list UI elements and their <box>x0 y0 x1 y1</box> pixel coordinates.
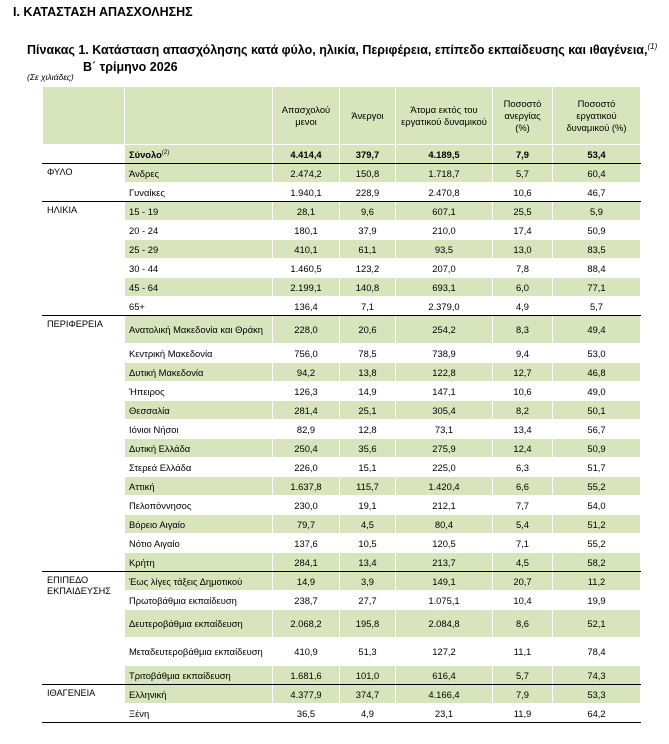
cell-unemployed: 35,6 <box>340 439 396 458</box>
row-label: Δευτεροβάθμια εκπαίδευση <box>125 610 273 638</box>
table-row <box>43 534 641 553</box>
cell-unemployed: 4,9 <box>340 704 396 723</box>
table-subtitle: Β΄ τρίμηνο 2026 <box>83 60 178 75</box>
table-row <box>43 221 641 240</box>
cell-employed: 410,9 <box>273 638 340 666</box>
cell-employed: 82,9 <box>273 420 340 439</box>
cell-unemployed: 140,8 <box>340 278 396 297</box>
cell-unemployed: 14,9 <box>340 382 396 401</box>
group-label: ΗΛΙΚΙΑ <box>43 202 125 316</box>
table-row <box>43 401 641 420</box>
header-empty-1 <box>43 87 125 145</box>
cell-employed: 228,0 <box>273 316 340 344</box>
table-row <box>43 553 641 572</box>
header-empty-2 <box>125 87 273 145</box>
total-outside: 4.189,5 <box>396 145 493 164</box>
cell-employed: 238,7 <box>273 591 340 610</box>
table-row <box>43 382 641 401</box>
cell-unemployment-rate: 10,6 <box>493 382 553 401</box>
row-label: Γυναίκες <box>125 183 273 202</box>
row-label: Ιόνιοι Νήσοι <box>125 420 273 439</box>
cell-unemployed: 19,1 <box>340 496 396 515</box>
cell-employed: 284,1 <box>273 553 340 572</box>
cell-labour-force-rate: 51,2 <box>553 515 641 534</box>
cell-outside: 73,1 <box>396 420 493 439</box>
cell-employed: 180,1 <box>273 221 340 240</box>
table-row <box>43 685 641 704</box>
cell-outside: 122,8 <box>396 363 493 382</box>
cell-outside: 207,0 <box>396 259 493 278</box>
row-label: Πελοπόννησος <box>125 496 273 515</box>
cell-unemployment-rate: 8,6 <box>493 610 553 638</box>
cell-labour-force-rate: 46,7 <box>553 183 641 202</box>
cell-labour-force-rate: 60,4 <box>553 164 641 183</box>
cell-unemployment-rate: 9,4 <box>493 344 553 363</box>
cell-unemployment-rate: 8,2 <box>493 401 553 420</box>
cell-labour-force-rate: 55,2 <box>553 477 641 496</box>
table-body <box>43 145 641 723</box>
table-row <box>43 591 641 610</box>
row-label: Δυτική Ελλάδα <box>125 439 273 458</box>
row-label: 25 - 29 <box>125 240 273 259</box>
cell-unemployed: 150,8 <box>340 164 396 183</box>
group-label: ΕΠΙΠΕΔΟ ΕΚΠΑΙΔΕΥΣΗΣ <box>43 572 125 685</box>
cell-unemployed: 61,1 <box>340 240 396 259</box>
row-label: 45 - 64 <box>125 278 273 297</box>
row-label: Έως λίγες τάξεις Δημοτικού <box>125 572 273 591</box>
table-row <box>43 458 641 477</box>
cell-labour-force-rate: 88,4 <box>553 259 641 278</box>
cell-employed: 230,0 <box>273 496 340 515</box>
cell-unemployment-rate: 12,7 <box>493 363 553 382</box>
row-label: 15 - 19 <box>125 202 273 221</box>
table-row <box>43 363 641 382</box>
cell-labour-force-rate: 53,3 <box>553 685 641 704</box>
cell-employed: 756,0 <box>273 344 340 363</box>
cell-unemployed: 123,2 <box>340 259 396 278</box>
row-label: Νότιο Αιγαίο <box>125 534 273 553</box>
row-label: Ήπειρος <box>125 382 273 401</box>
cell-unemployment-rate: 13,0 <box>493 240 553 259</box>
cell-employed: 28,1 <box>273 202 340 221</box>
cell-employed: 94,2 <box>273 363 340 382</box>
row-label: Ανατολική Μακεδονία και Θράκη <box>125 316 273 344</box>
cell-unemployment-rate: 7,1 <box>493 534 553 553</box>
cell-employed: 79,7 <box>273 515 340 534</box>
total-unemployed: 379,7 <box>340 145 396 164</box>
row-label: 65+ <box>125 297 273 316</box>
cell-labour-force-rate: 56,7 <box>553 420 641 439</box>
cell-employed: 1.460,5 <box>273 259 340 278</box>
cell-outside: 225,0 <box>396 458 493 477</box>
table-row <box>43 610 641 638</box>
header-unemployed: Άνεργοι <box>340 87 396 145</box>
table-title-note: (1) <box>647 42 658 51</box>
table-row <box>43 164 641 183</box>
cell-outside: 1.420,4 <box>396 477 493 496</box>
row-label: Μεταδευτεροβάθμια εκπαίδευση <box>125 638 273 666</box>
cell-labour-force-rate: 50,9 <box>553 221 641 240</box>
table-row <box>43 666 641 685</box>
cell-unemployment-rate: 4,5 <box>493 553 553 572</box>
cell-unemployed: 374,7 <box>340 685 396 704</box>
cell-labour-force-rate: 46,8 <box>553 363 641 382</box>
cell-unemployment-rate: 20,7 <box>493 572 553 591</box>
cell-employed: 1.940,1 <box>273 183 340 202</box>
table-row <box>43 316 641 344</box>
cell-unemployed: 51,3 <box>340 638 396 666</box>
cell-unemployment-rate: 6,6 <box>493 477 553 496</box>
cell-outside: 127,2 <box>396 638 493 666</box>
table-row <box>43 278 641 297</box>
cell-outside: 1.718,7 <box>396 164 493 183</box>
cell-labour-force-rate: 49,0 <box>553 382 641 401</box>
row-label: Άνδρες <box>125 164 273 183</box>
cell-unemployment-rate: 10,4 <box>493 591 553 610</box>
header-unemployment-rate: Ποσοστό ανεργίας (%) <box>493 87 553 145</box>
cell-unemployment-rate: 17,4 <box>493 221 553 240</box>
cell-unemployed: 4,5 <box>340 515 396 534</box>
cell-outside: 23,1 <box>396 704 493 723</box>
cell-employed: 14,9 <box>273 572 340 591</box>
cell-employed: 2.199,1 <box>273 278 340 297</box>
cell-labour-force-rate: 53,0 <box>553 344 641 363</box>
cell-outside: 80,4 <box>396 515 493 534</box>
cell-employed: 1.637,8 <box>273 477 340 496</box>
table-row <box>43 496 641 515</box>
row-label: Βόρειο Αιγαίο <box>125 515 273 534</box>
cell-employed: 2.068,2 <box>273 610 340 638</box>
cell-unemployed: 13,8 <box>340 363 396 382</box>
cell-employed: 226,0 <box>273 458 340 477</box>
cell-employed: 4.377,9 <box>273 685 340 704</box>
cell-employed: 126,3 <box>273 382 340 401</box>
cell-labour-force-rate: 50,1 <box>553 401 641 420</box>
cell-unemployment-rate: 11,9 <box>493 704 553 723</box>
cell-labour-force-rate: 50,9 <box>553 439 641 458</box>
row-label: 30 - 44 <box>125 259 273 278</box>
cell-unemployed: 228,9 <box>340 183 396 202</box>
cell-unemployed: 3,9 <box>340 572 396 591</box>
table-row <box>43 183 641 202</box>
cell-outside: 616,4 <box>396 666 493 685</box>
cell-labour-force-rate: 77,1 <box>553 278 641 297</box>
table-title <box>27 38 662 76</box>
cell-unemployment-rate: 7,9 <box>493 685 553 704</box>
cell-outside: 738,9 <box>396 344 493 363</box>
cell-unemployed: 115,7 <box>340 477 396 496</box>
units-note: (Σε χιλιάδες) <box>27 72 74 82</box>
table-row <box>43 202 641 221</box>
table-row <box>43 638 641 666</box>
cell-unemployed: 25,1 <box>340 401 396 420</box>
total-unemployment-rate: 7,9 <box>493 145 553 164</box>
header-row <box>43 87 641 145</box>
cell-labour-force-rate: 74,3 <box>553 666 641 685</box>
table-row <box>43 297 641 316</box>
table-row <box>43 704 641 723</box>
table-row <box>43 259 641 278</box>
total-group-cell <box>43 145 125 164</box>
total-labour-force-rate: 53,4 <box>553 145 641 164</box>
total-row <box>43 145 641 164</box>
cell-unemployed: 27,7 <box>340 591 396 610</box>
cell-labour-force-rate: 11,2 <box>553 572 641 591</box>
section-title: Ι. ΚΑΤΑΣΤΑΣΗ ΑΠΑΣΧΟΛΗΣΗΣ <box>13 5 193 19</box>
cell-unemployment-rate: 5,7 <box>493 164 553 183</box>
row-label: Αττική <box>125 477 273 496</box>
total-label-text: Σύνολο <box>129 148 162 160</box>
row-label: Πρωτοβάθμια εκπαίδευση <box>125 591 273 610</box>
cell-unemployment-rate: 6,0 <box>493 278 553 297</box>
cell-outside: 213,7 <box>396 553 493 572</box>
table-row <box>43 240 641 259</box>
cell-unemployment-rate: 7,7 <box>493 496 553 515</box>
cell-outside: 693,1 <box>396 278 493 297</box>
cell-outside: 1.075,1 <box>396 591 493 610</box>
cell-employed: 281,4 <box>273 401 340 420</box>
group-label: ΦΥΛΟ <box>43 164 125 202</box>
cell-outside: 4.166,4 <box>396 685 493 704</box>
row-label: Κεντρική Μακεδονία <box>125 344 273 363</box>
cell-unemployment-rate: 13,4 <box>493 420 553 439</box>
row-label: Ελληνική <box>125 685 273 704</box>
cell-labour-force-rate: 52,1 <box>553 610 641 638</box>
cell-labour-force-rate: 5,9 <box>553 202 641 221</box>
cell-unemployment-rate: 8,3 <box>493 316 553 344</box>
header-labour-force-rate: Ποσοστό εργατικού δυναμικού (%) <box>553 87 641 145</box>
row-label: Στερεά Ελλάδα <box>125 458 273 477</box>
header-outside-labour-force: Άτομα εκτός του εργατικού δυναμικού <box>396 87 493 145</box>
cell-unemployed: 12,8 <box>340 420 396 439</box>
cell-labour-force-rate: 78,4 <box>553 638 641 666</box>
cell-outside: 2.379,0 <box>396 297 493 316</box>
group-label: ΠΕΡΙΦΕΡΕΙΑ <box>43 316 125 572</box>
cell-employed: 137,6 <box>273 534 340 553</box>
cell-outside: 2.084,8 <box>396 610 493 638</box>
cell-unemployment-rate: 7,8 <box>493 259 553 278</box>
cell-labour-force-rate: 58,2 <box>553 553 641 572</box>
row-label: Ξένη <box>125 704 273 723</box>
table-row <box>43 572 641 591</box>
table-row <box>43 477 641 496</box>
cell-labour-force-rate: 83,5 <box>553 240 641 259</box>
total-label <box>125 145 273 164</box>
cell-unemployment-rate: 5,7 <box>493 666 553 685</box>
cell-unemployment-rate: 11,1 <box>493 638 553 666</box>
cell-employed: 136,4 <box>273 297 340 316</box>
cell-unemployed: 101,0 <box>340 666 396 685</box>
cell-unemployed: 10,5 <box>340 534 396 553</box>
cell-employed: 1.681,6 <box>273 666 340 685</box>
cell-employed: 250,4 <box>273 439 340 458</box>
cell-outside: 147,1 <box>396 382 493 401</box>
table-row <box>43 420 641 439</box>
cell-outside: 2.470,8 <box>396 183 493 202</box>
cell-unemployed: 15,1 <box>340 458 396 477</box>
cell-unemployed: 195,8 <box>340 610 396 638</box>
cell-outside: 210,0 <box>396 221 493 240</box>
cell-labour-force-rate: 19,9 <box>553 591 641 610</box>
cell-unemployment-rate: 5,4 <box>493 515 553 534</box>
cell-outside: 305,4 <box>396 401 493 420</box>
employment-table <box>42 86 641 723</box>
cell-labour-force-rate: 64,2 <box>553 704 641 723</box>
cell-outside: 93,5 <box>396 240 493 259</box>
cell-outside: 275,9 <box>396 439 493 458</box>
cell-unemployed: 13,4 <box>340 553 396 572</box>
group-label: ΙΘΑΓΕΝΕΙΑ <box>43 685 125 723</box>
cell-employed: 2.474,2 <box>273 164 340 183</box>
cell-outside: 120,5 <box>396 534 493 553</box>
cell-labour-force-rate: 5,7 <box>553 297 641 316</box>
table-row <box>43 515 641 534</box>
cell-unemployment-rate: 12,4 <box>493 439 553 458</box>
cell-unemployed: 7,1 <box>340 297 396 316</box>
cell-unemployed: 20,6 <box>340 316 396 344</box>
table-row <box>43 439 641 458</box>
cell-labour-force-rate: 55,2 <box>553 534 641 553</box>
cell-unemployed: 9,6 <box>340 202 396 221</box>
cell-labour-force-rate: 49,4 <box>553 316 641 344</box>
header-employed: Απασχολού μενοι <box>273 87 340 145</box>
row-label: Θεσσαλία <box>125 401 273 420</box>
cell-labour-force-rate: 51,7 <box>553 458 641 477</box>
cell-labour-force-rate: 54,0 <box>553 496 641 515</box>
total-note: (2) <box>161 149 170 156</box>
cell-outside: 149,1 <box>396 572 493 591</box>
cell-employed: 410,1 <box>273 240 340 259</box>
row-label: Δυτική Μακεδονία <box>125 363 273 382</box>
total-employed: 4.414,4 <box>273 145 340 164</box>
cell-unemployed: 37,9 <box>340 221 396 240</box>
cell-unemployment-rate: 4,9 <box>493 297 553 316</box>
cell-employed: 36,5 <box>273 704 340 723</box>
cell-unemployment-rate: 6,3 <box>493 458 553 477</box>
row-label: Κρήτη <box>125 553 273 572</box>
cell-outside: 254,2 <box>396 316 493 344</box>
cell-unemployment-rate: 25,5 <box>493 202 553 221</box>
cell-outside: 607,1 <box>396 202 493 221</box>
cell-unemployed: 78,5 <box>340 344 396 363</box>
row-label: Τριτοβάθμια εκπαίδευση <box>125 666 273 685</box>
cell-unemployment-rate: 10,6 <box>493 183 553 202</box>
table-row <box>43 344 641 363</box>
table-title-text: Πίνακας 1. Κατάσταση απασχόλησης κατά φύλο, ηλικία, Περιφέρεια, επίπεδο εκπαίδευσης και ιθαγένεια, <box>27 43 648 58</box>
cell-outside: 212,1 <box>396 496 493 515</box>
row-label: 20 - 24 <box>125 221 273 240</box>
